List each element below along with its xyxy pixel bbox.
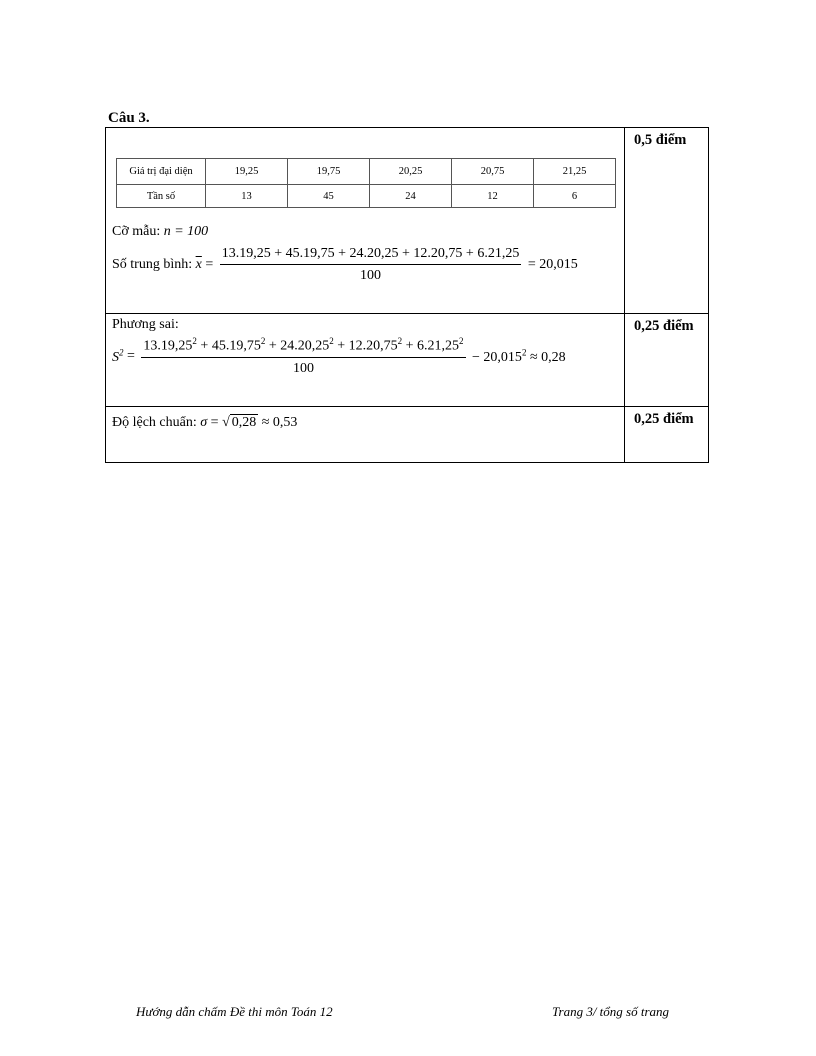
- sample-size-formula: n = 100: [163, 224, 209, 239]
- table-cell-value: 20,25: [370, 159, 452, 185]
- table-row-counts: [117, 185, 616, 208]
- answer-grid: [105, 127, 709, 463]
- table-cell-count: 45: [288, 185, 370, 208]
- plus-sign: +: [200, 338, 209, 354]
- score-std: 0,25 điểm: [634, 411, 694, 427]
- footer-page: Trang 3/ tổng số trang: [552, 1004, 670, 1019]
- variance-term: 24.20,25: [280, 338, 330, 354]
- variance-term-exp: 2: [260, 336, 266, 346]
- question-title: Câu 3.: [108, 110, 150, 126]
- variance-symbol-letter: S: [112, 349, 119, 365]
- variance-term: 12.20,75: [348, 338, 398, 354]
- mean-equals: =: [205, 257, 214, 272]
- frequency-table: [116, 158, 616, 208]
- sqrt-sign: √: [222, 415, 230, 430]
- mean-line: [112, 246, 578, 284]
- variance-tail: [472, 347, 566, 365]
- sqrt-radicand: 0,28: [231, 415, 257, 430]
- row-variance: [106, 313, 708, 406]
- mean-result: = 20,015: [527, 257, 578, 272]
- footer-title: Hướng dẫn chấm Đề thi môn Toán 12: [136, 1004, 333, 1019]
- variance-term-exp: 2: [459, 336, 464, 346]
- table-cell-count: 13: [206, 185, 288, 208]
- mean-symbol: $\overline{x}$: [195, 257, 202, 272]
- std-label: Độ lệch chuẩn:: [112, 415, 197, 430]
- table-row-values: [117, 159, 616, 185]
- std-line: [112, 415, 297, 431]
- table-cell-count: 24: [370, 185, 452, 208]
- variance-term: 6.21,25: [417, 338, 460, 354]
- variance-line: [112, 336, 566, 377]
- mean-label: Số trung bình:: [112, 257, 193, 272]
- table-cell-value: 19,25: [206, 159, 288, 185]
- plus-sign: +: [405, 338, 414, 354]
- variance-label: Phương sai:: [112, 317, 179, 332]
- variance-term: 45.19,75: [211, 338, 261, 354]
- variance-denominator: 100: [292, 360, 314, 376]
- variance-term-exp: 2: [397, 336, 403, 346]
- variance-term-exp: 2: [192, 336, 197, 346]
- variance-equals: =: [127, 348, 135, 364]
- variance-fraction: [141, 336, 465, 377]
- mean-fraction: [220, 246, 522, 284]
- score-variance: 0,25 điểm: [634, 318, 694, 334]
- sample-size-label: Cỡ mẫu:: [112, 224, 161, 239]
- std-equals: =: [210, 415, 219, 430]
- variance-symbol-exp: 2: [119, 347, 124, 357]
- table-cell-count: 12: [452, 185, 534, 208]
- variance-tail-exp: 2: [521, 347, 527, 357]
- mean-numerator: 13.19,25 + 45.19,75 + 24.20,25 + 12.20,75 + 6.21,25: [220, 246, 522, 265]
- mean-denominator: 100: [360, 268, 382, 283]
- row-mean: [106, 128, 708, 313]
- variance-term-exp: 2: [329, 336, 334, 346]
- sample-size-line: [112, 224, 208, 240]
- table-cell-value: 19,75: [288, 159, 370, 185]
- sigma-symbol: σ: [200, 415, 208, 430]
- table-cell-count: 6: [534, 185, 616, 208]
- table-header-counts: Tần số: [117, 185, 206, 208]
- variance-numerator: [141, 336, 465, 358]
- variance-term: 13.19,25: [143, 338, 193, 354]
- table-cell-value: 20,75: [452, 159, 534, 185]
- variance-tail-term: − 20,015: [472, 349, 522, 365]
- table-header-values: Giá trị đại diện: [117, 159, 206, 185]
- plus-sign: +: [268, 338, 277, 354]
- score-mean: 0,5 điểm: [634, 132, 687, 148]
- table-cell-value: 21,25: [534, 159, 616, 185]
- variance-result: ≈ 0,28: [529, 349, 566, 365]
- row-std: [106, 406, 708, 462]
- variance-symbol: [112, 347, 124, 365]
- plus-sign: +: [337, 338, 346, 354]
- std-result: ≈ 0,53: [261, 415, 298, 430]
